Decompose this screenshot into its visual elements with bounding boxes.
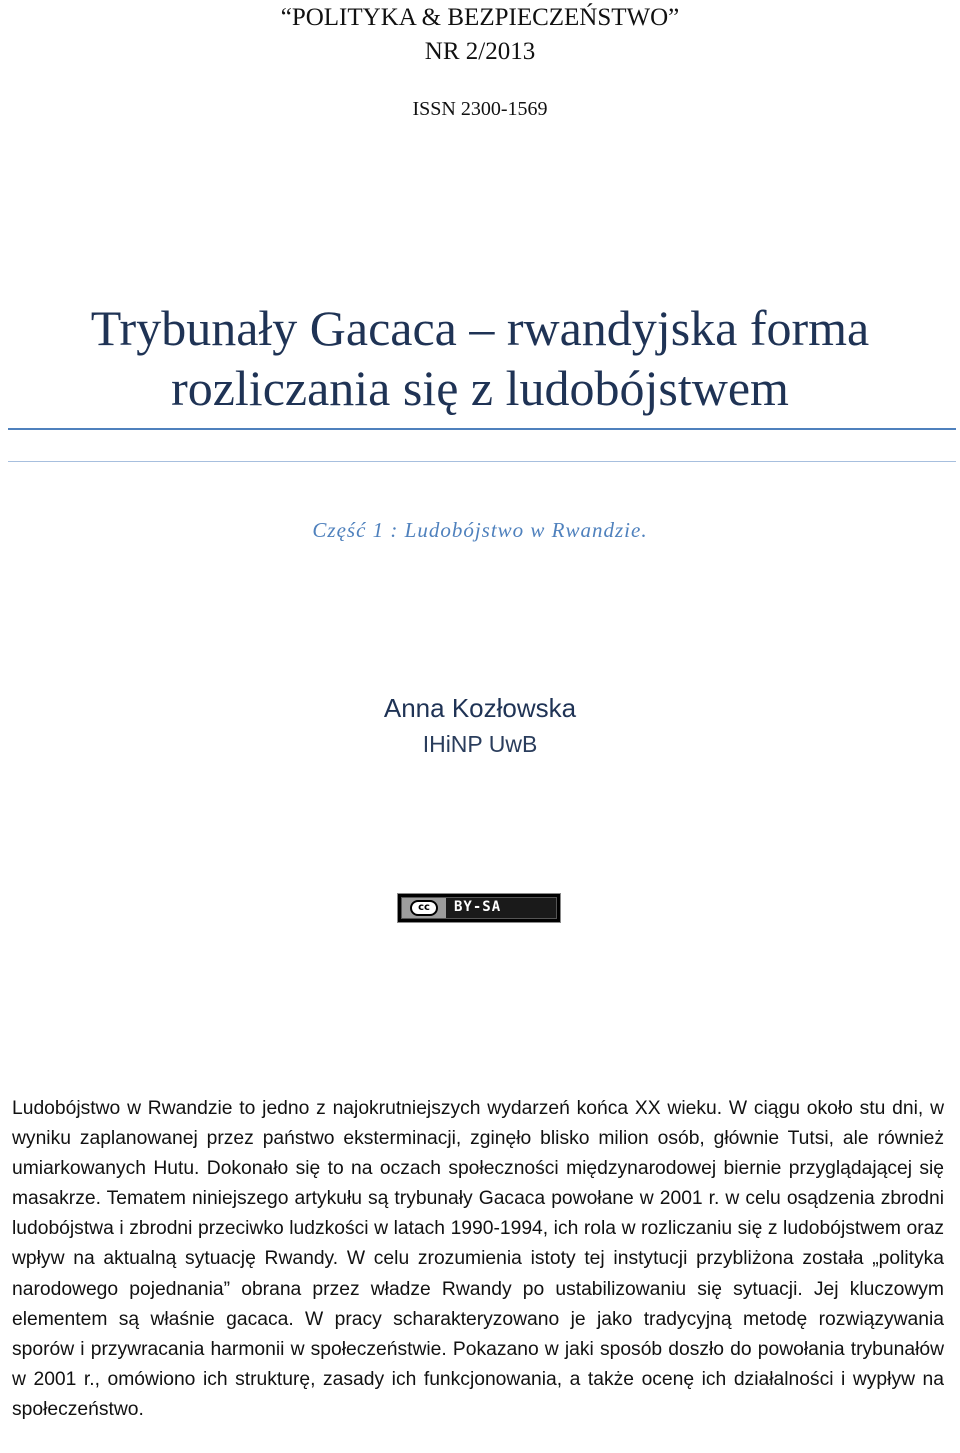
cc-icon-circle: cc bbox=[410, 900, 438, 916]
cc-by-sa-license-badge[interactable] bbox=[397, 893, 561, 923]
author-name: Anna Kozłowska bbox=[383, 693, 577, 723]
title-rule-thin bbox=[8, 461, 956, 462]
license-badge-inner bbox=[401, 897, 557, 919]
abstract-paragraph: Ludobójstwo w Rwandzie to jedno z najokrutniejszych wydarzeń końca XX wieku. W ciągu około stu dni, w wyniku zaplanowanej przez państwo eksterminacji, zginęło blisko milion osób, głównie Tutsi, ale również umiarkowanych Hutu. Dokonało się to na oczach społeczności międzynarodowej biernie przyglądającej się masakrze. Tematem niniejszego artykułu są trybunały Gacaca powołane w 2001 r. w celu osądzenia zbrodni ludobójstwa i zbrodni przeciwko ludzkości w latach 1990-1994, ich rola w rozliczaniu się z ludobójstwem oraz wpływ na aktualną sytuację Rwandy. W celu zrozumienia istoty tej instytucji przybliżona została „polityka narodowego pojednania” obrana przez władze Rwandy po ustabilizowaniu się sytuacji. Jej kluczowym elementem są właśnie gacaca. W pracy scharakteryzowano je jako tradycyjną metodę rozwiązywania sporów i przywracania harmonii w społeczeństwie. Pokazano w jaki sposób doszło do powołania trybunałów w 2001 r., omówiono ich strukturę, zasady ich funkcjonowania, a także ocenę ich działalności i wypływ na społeczeństwo. bbox=[12, 1098, 944, 1420]
article-title-line-2: rozliczania się z ludobójstwem bbox=[171, 360, 789, 416]
journal-issn: ISSN 2300-1569 bbox=[412, 98, 548, 120]
article-title bbox=[0, 298, 960, 418]
license-label: BY-SA bbox=[454, 899, 502, 915]
journal-name: “POLITYKA & BEZPIECZEŃSTWO” bbox=[280, 4, 680, 31]
author-affiliation: IHiNP UwB bbox=[422, 731, 538, 757]
journal-issue: NR 2/2013 bbox=[424, 38, 536, 65]
article-title-line-1: Trybunały Gacaca – rwandyjska forma bbox=[90, 300, 870, 356]
title-rule bbox=[8, 428, 956, 430]
cc-icon bbox=[402, 898, 446, 918]
article-subtitle: Część 1 : Ludobójstwo w Rwandzie. bbox=[312, 518, 648, 542]
